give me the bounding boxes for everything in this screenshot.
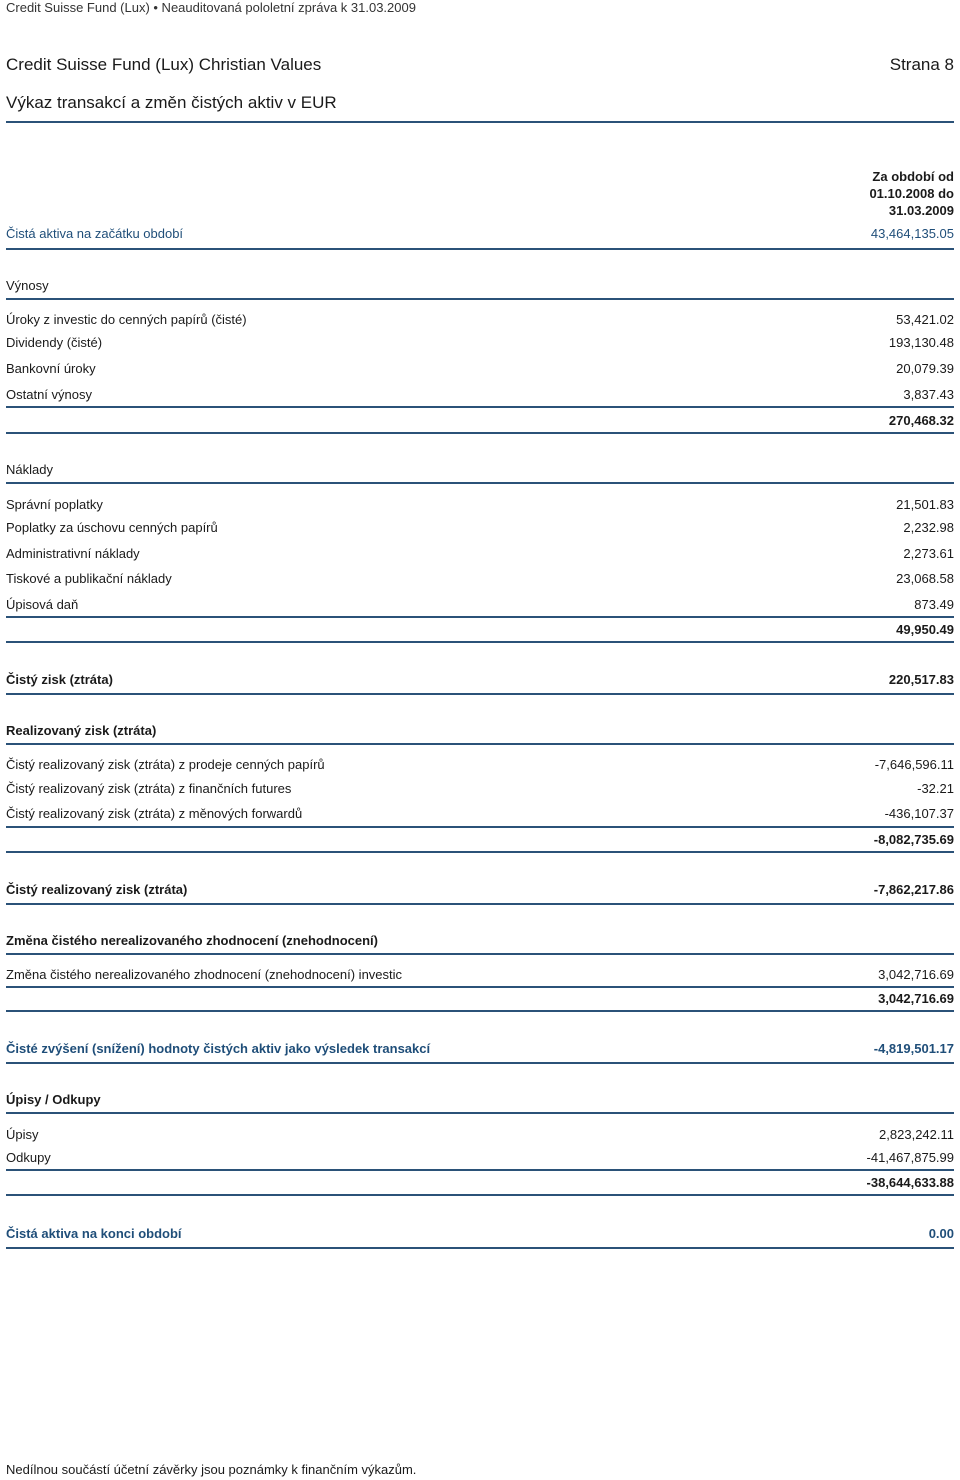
period-line-1: Za období od: [872, 169, 954, 184]
realized-row: [6, 781, 954, 799]
row-label: Čistý zisk (ztráta): [6, 672, 113, 687]
divider: [6, 693, 954, 695]
divider: [6, 851, 954, 853]
row-value: -7,862,217.86: [873, 882, 954, 897]
divider: [6, 986, 954, 988]
row-value: 2,232.98: [903, 520, 954, 535]
row-value: -32.21: [917, 781, 954, 796]
income-row: [6, 335, 954, 353]
divider: [6, 743, 954, 745]
row-label: Poplatky za úschovu cenných papírů: [6, 520, 218, 535]
row-value: 23,068.58: [896, 571, 954, 586]
redemption-row: [6, 1150, 954, 1168]
subscriptions-section-title: Úpisy / Odkupy: [6, 1092, 101, 1107]
divider: [6, 121, 954, 123]
opening-net-assets-row: [6, 226, 954, 244]
period-header: [869, 168, 954, 219]
row-label: Dividendy (čisté): [6, 335, 103, 350]
expense-row: [6, 520, 954, 538]
income-total: 270,468.32: [888, 413, 954, 428]
row-value: 2,823,242.11: [879, 1127, 954, 1142]
row-label: Čistá aktiva na konci období: [6, 1226, 182, 1241]
row-label: Čistý realizovaný zisk (ztráta): [6, 882, 188, 897]
row-label: Odkupy: [6, 1150, 51, 1165]
row-value: 53,421.02: [896, 312, 954, 327]
divider: [6, 616, 954, 618]
row-label: Bankovní úroky: [6, 361, 96, 376]
row-label: Čistá aktiva na začátku období: [6, 226, 184, 241]
statement-title: Výkaz transakcí a změn čistých aktiv v EUR: [6, 93, 337, 112]
net-change-row: [6, 1041, 954, 1059]
income-row: [6, 361, 954, 379]
income-row: [6, 312, 954, 330]
divider: [6, 1169, 954, 1171]
row-value: -7,646,596.11: [874, 757, 954, 772]
realized-total: -8,082,735.69: [873, 832, 954, 847]
report-header: Credit Suisse Fund (Lux) • Neauditovaná pololetní zpráva k 31.03.2009: [6, 0, 416, 15]
divider: [6, 1112, 954, 1114]
divider: [6, 826, 954, 828]
unrealized-section-title: Změna čistého nerealizovaného zhodnocení (znehodnocení): [6, 933, 378, 948]
divider: [6, 1247, 954, 1249]
row-label: Úpisová daň: [6, 597, 79, 612]
income-section-title: Výnosy: [6, 278, 49, 293]
expense-row: [6, 546, 954, 564]
subscriptions-total: -38,644,633.88: [866, 1175, 954, 1190]
row-label: Správní poplatky: [6, 497, 103, 512]
divider: [6, 1194, 954, 1196]
row-value: 3,837.43: [903, 387, 954, 402]
expense-row: [6, 597, 954, 615]
closing-net-assets-row: [6, 1226, 954, 1244]
divider: [6, 406, 954, 408]
realized-section-title: Realizovaný zisk (ztráta): [6, 723, 157, 738]
realized-row: [6, 757, 954, 775]
divider: [6, 298, 954, 300]
net-profit-row: [6, 672, 954, 690]
divider: [6, 248, 954, 250]
divider: [6, 432, 954, 434]
expense-row: [6, 497, 954, 515]
unrealized-row: [6, 967, 954, 985]
row-value: 3,042,716.69: [878, 967, 954, 982]
row-value: 43,464,135.05: [870, 226, 954, 241]
divider: [6, 641, 954, 643]
fund-title: Credit Suisse Fund (Lux) Christian Values: [6, 55, 322, 74]
row-label: Čisté zvýšení (snížení) hodnoty čistých aktiv jako výsledek transakcí: [6, 1041, 431, 1056]
divider: [6, 1010, 954, 1012]
row-label: Čistý realizovaný zisk (ztráta) z finančních futures: [6, 781, 292, 796]
period-line-3: 31.03.2009: [888, 203, 954, 218]
realized-row: [6, 806, 954, 824]
row-value: 873.49: [914, 597, 954, 612]
row-value: 20,079.39: [896, 361, 954, 376]
footer-note: Nedílnou součástí účetní závěrky jsou poznámky k finančním výkazům.: [6, 1462, 417, 1477]
row-value: 0.00: [928, 1226, 954, 1241]
row-value: -4,819,501.17: [873, 1041, 954, 1056]
row-label: Čistý realizovaný zisk (ztráta) z měnových forwardů: [6, 806, 303, 821]
row-label: Tiskové a publikační náklady: [6, 571, 172, 586]
row-label: Ostatní výnosy: [6, 387, 92, 402]
row-label: Čistý realizovaný zisk (ztráta) z prodeje cenných papírů: [6, 757, 325, 772]
expenses-section-title: Náklady: [6, 462, 53, 477]
row-value: 220,517.83: [888, 672, 954, 687]
row-value: 193,130.48: [888, 335, 954, 350]
divider: [6, 1062, 954, 1064]
income-row: [6, 387, 954, 405]
divider: [6, 953, 954, 955]
row-label: Administrativní náklady: [6, 546, 140, 561]
row-label: Úroky z investic do cenných papírů (čisté): [6, 312, 247, 327]
row-label: Změna čistého nerealizovaného zhodnocení (znehodnocení) investic: [6, 967, 403, 982]
row-value: 21,501.83: [896, 497, 954, 512]
expense-row: [6, 571, 954, 589]
row-value: -436,107.37: [884, 806, 954, 821]
expenses-total: 49,950.49: [896, 622, 954, 637]
divider: [6, 903, 954, 905]
unrealized-total: 3,042,716.69: [878, 991, 954, 1006]
row-label: Úpisy: [6, 1127, 39, 1142]
subscription-row: [6, 1127, 954, 1145]
net-realized-row: [6, 882, 954, 900]
row-value: -41,467,875.99: [866, 1150, 954, 1165]
period-line-2: 01.10.2008 do: [869, 186, 954, 201]
divider: [6, 482, 954, 484]
row-value: 2,273.61: [903, 546, 954, 561]
page-number: Strana 8: [889, 55, 954, 74]
